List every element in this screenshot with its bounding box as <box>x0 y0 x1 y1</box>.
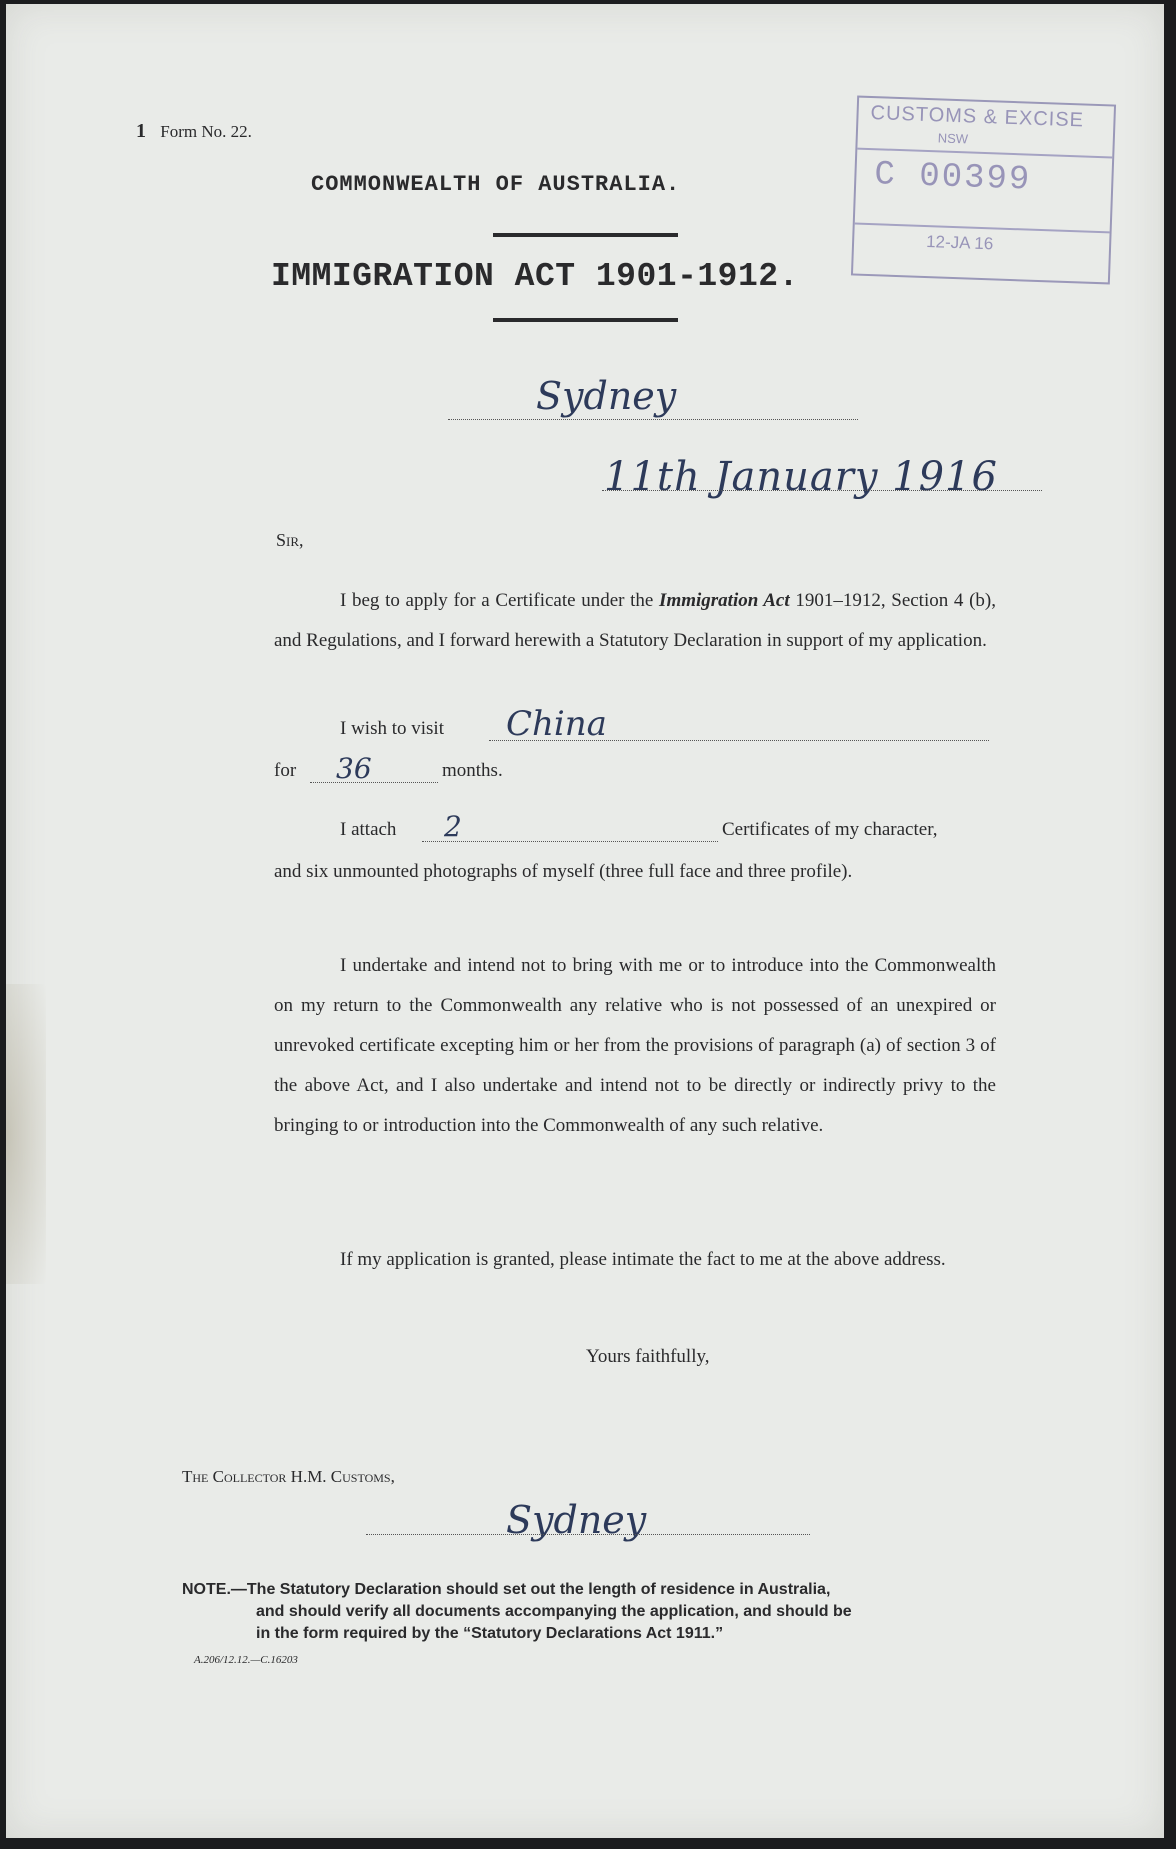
attach-count-handwritten: 2 <box>444 810 462 843</box>
duration-suffix: months. <box>442 760 503 781</box>
salutation: Sir, <box>276 530 304 550</box>
customs-stamp <box>851 96 1116 285</box>
stamp-number: C 00399 <box>873 156 1032 200</box>
attach-continuation: and six unmounted photographs of myself (three full face and three profile). <box>274 861 853 882</box>
attach-label: I attach <box>340 819 397 840</box>
date-handwritten: 11th January 1916 <box>604 454 998 500</box>
collector-city-line <box>366 1534 810 1535</box>
visit-label: I wish to visit <box>340 718 444 739</box>
closing: Yours faithfully, <box>586 1346 710 1367</box>
granted-paragraph: If my application is granted, please intimate the fact to me at the above address. <box>340 1249 946 1270</box>
stamp-date: 12-JA 16 <box>925 232 994 254</box>
visit-destination-handwritten: China <box>506 704 607 744</box>
document-page <box>6 4 1164 1838</box>
margin-mark: 1 <box>136 120 146 142</box>
print-code: A.206/12.12.—C.16203 <box>194 1654 298 1666</box>
note-line2: and should verify all documents accompanying the application, and should be <box>256 1603 852 1620</box>
stamp-line1: CUSTOMS & EXCISE <box>870 102 1085 132</box>
act-name-italic: Immigration Act <box>659 590 790 611</box>
note-line1: NOTE.—The Statutory Declaration should set out the length of residence in Australia, <box>182 1581 831 1598</box>
paragraph-text: 1901–1912, Section 4 (b), and Regulations, and I forward herewith a Statutory Declaration in support of my application. <box>274 590 996 651</box>
collector-address: The Collector H.M. Customs, <box>182 1467 395 1486</box>
application-paragraph <box>274 581 996 661</box>
stamp-line1b: NSW <box>937 130 969 147</box>
place-line <box>448 419 858 420</box>
form-number <box>136 120 252 143</box>
attach-after: Certificates of my character, <box>722 819 938 840</box>
paragraph-text: I beg to apply for a Certificate under the <box>340 590 660 611</box>
date-line <box>602 490 1042 491</box>
undertake-paragraph: I undertake and intend not to bring with me or to introduce into the Commonwealth on my return to the Commonwealth any relative who is not possessed of an unexpired or unrevoked certificate excepting him or her from the provisions of paragraph (a) of section 3 of the above Act, and I also undertake and intend not to be directly or indirectly privy to the bringing to or introduction into the Commonwealth of any such relative. <box>274 955 996 1136</box>
heading-rule-bottom <box>493 318 678 322</box>
act-title: IMMIGRATION ACT 1901-1912. <box>271 258 799 295</box>
duration-prefix: for <box>274 760 297 781</box>
place-handwritten: Sydney <box>536 374 677 418</box>
visit-line <box>489 740 989 741</box>
paper-stain <box>6 984 46 1284</box>
duration-handwritten: 36 <box>336 752 372 785</box>
note-line3: in the form required by the “Statutory Declarations Act 1911.” <box>256 1625 724 1642</box>
duration-line <box>310 782 438 783</box>
commonwealth-heading: COMMONWEALTH OF AUSTRALIA. <box>311 172 681 197</box>
heading-rule-top <box>493 233 678 237</box>
attach-line <box>422 841 718 842</box>
form-number-text: Form No. 22. <box>160 122 252 141</box>
stamp-divider <box>855 223 1110 234</box>
collector-city-handwritten: Sydney <box>506 1498 647 1542</box>
note-block <box>182 1579 1002 1645</box>
